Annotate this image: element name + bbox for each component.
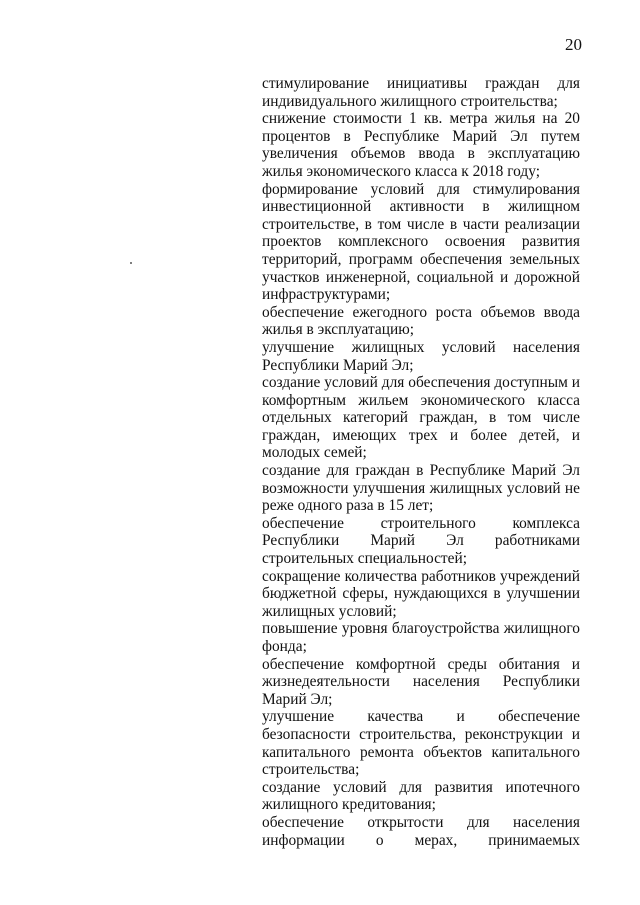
list-item: обеспечение комфортной среды обитания и жизнедеятельности населения Республики Марий Эл; (262, 655, 580, 708)
list-item: снижение стоимости 1 кв. метра жилья на 20 процентов в Республике Марий Эл путем увеличения объемов ввода в эксплуатацию жилья экономического класса к 2018 году; (262, 110, 580, 180)
list-item: стимулирование инициативы граждан для индивидуального жилищного строительства; (262, 75, 580, 110)
list-item: формирование условий для стимулирования инвестиционной активности в жилищном строительстве, в том числе в части реализации проектов комплексного освоения развития территорий, программ обеспечения земельных участков инженерной, социальной и дорожной инфраструктурами; (262, 180, 580, 304)
page-number: 20 (565, 35, 582, 54)
list-item: обеспечение строительного комплекса Республики Марий Эл работниками строительных специальностей; (262, 514, 580, 568)
list-item: обеспечение ежегодного роста объемов ввода жилья в эксплуатацию; (262, 303, 580, 339)
list-item: сокращение количества работников учреждений бюджетной сферы, нуждающихся в улучшении жилищных условий; (262, 567, 580, 620)
list-item: улучшение жилищных условий населения Республики Марий Эл; (262, 338, 580, 374)
scan-speck (130, 262, 132, 264)
document-body (262, 75, 580, 849)
list-item: создание условий для обеспечения доступным и комфортным жильем экономического класса отдельных категорий граждан, в том числе граждан, имеющих трех и более детей, и молодых семей; (262, 374, 580, 462)
list-item: обеспечение открытости для населения информации о мерах, принимаемых (262, 813, 580, 849)
list-item: повышение уровня благоустройства жилищного фонда; (262, 620, 580, 655)
list-item: улучшение качества и обеспечение безопасности строительства, реконструкции и капитального ремонта объектов капитального строительства; (262, 708, 580, 779)
list-item: создание для граждан в Республике Марий Эл возможности улучшения жилищных условий не реже одного раза в 15 лет; (262, 462, 580, 515)
list-item: создание условий для развития ипотечного жилищного кредитования; (262, 778, 580, 814)
